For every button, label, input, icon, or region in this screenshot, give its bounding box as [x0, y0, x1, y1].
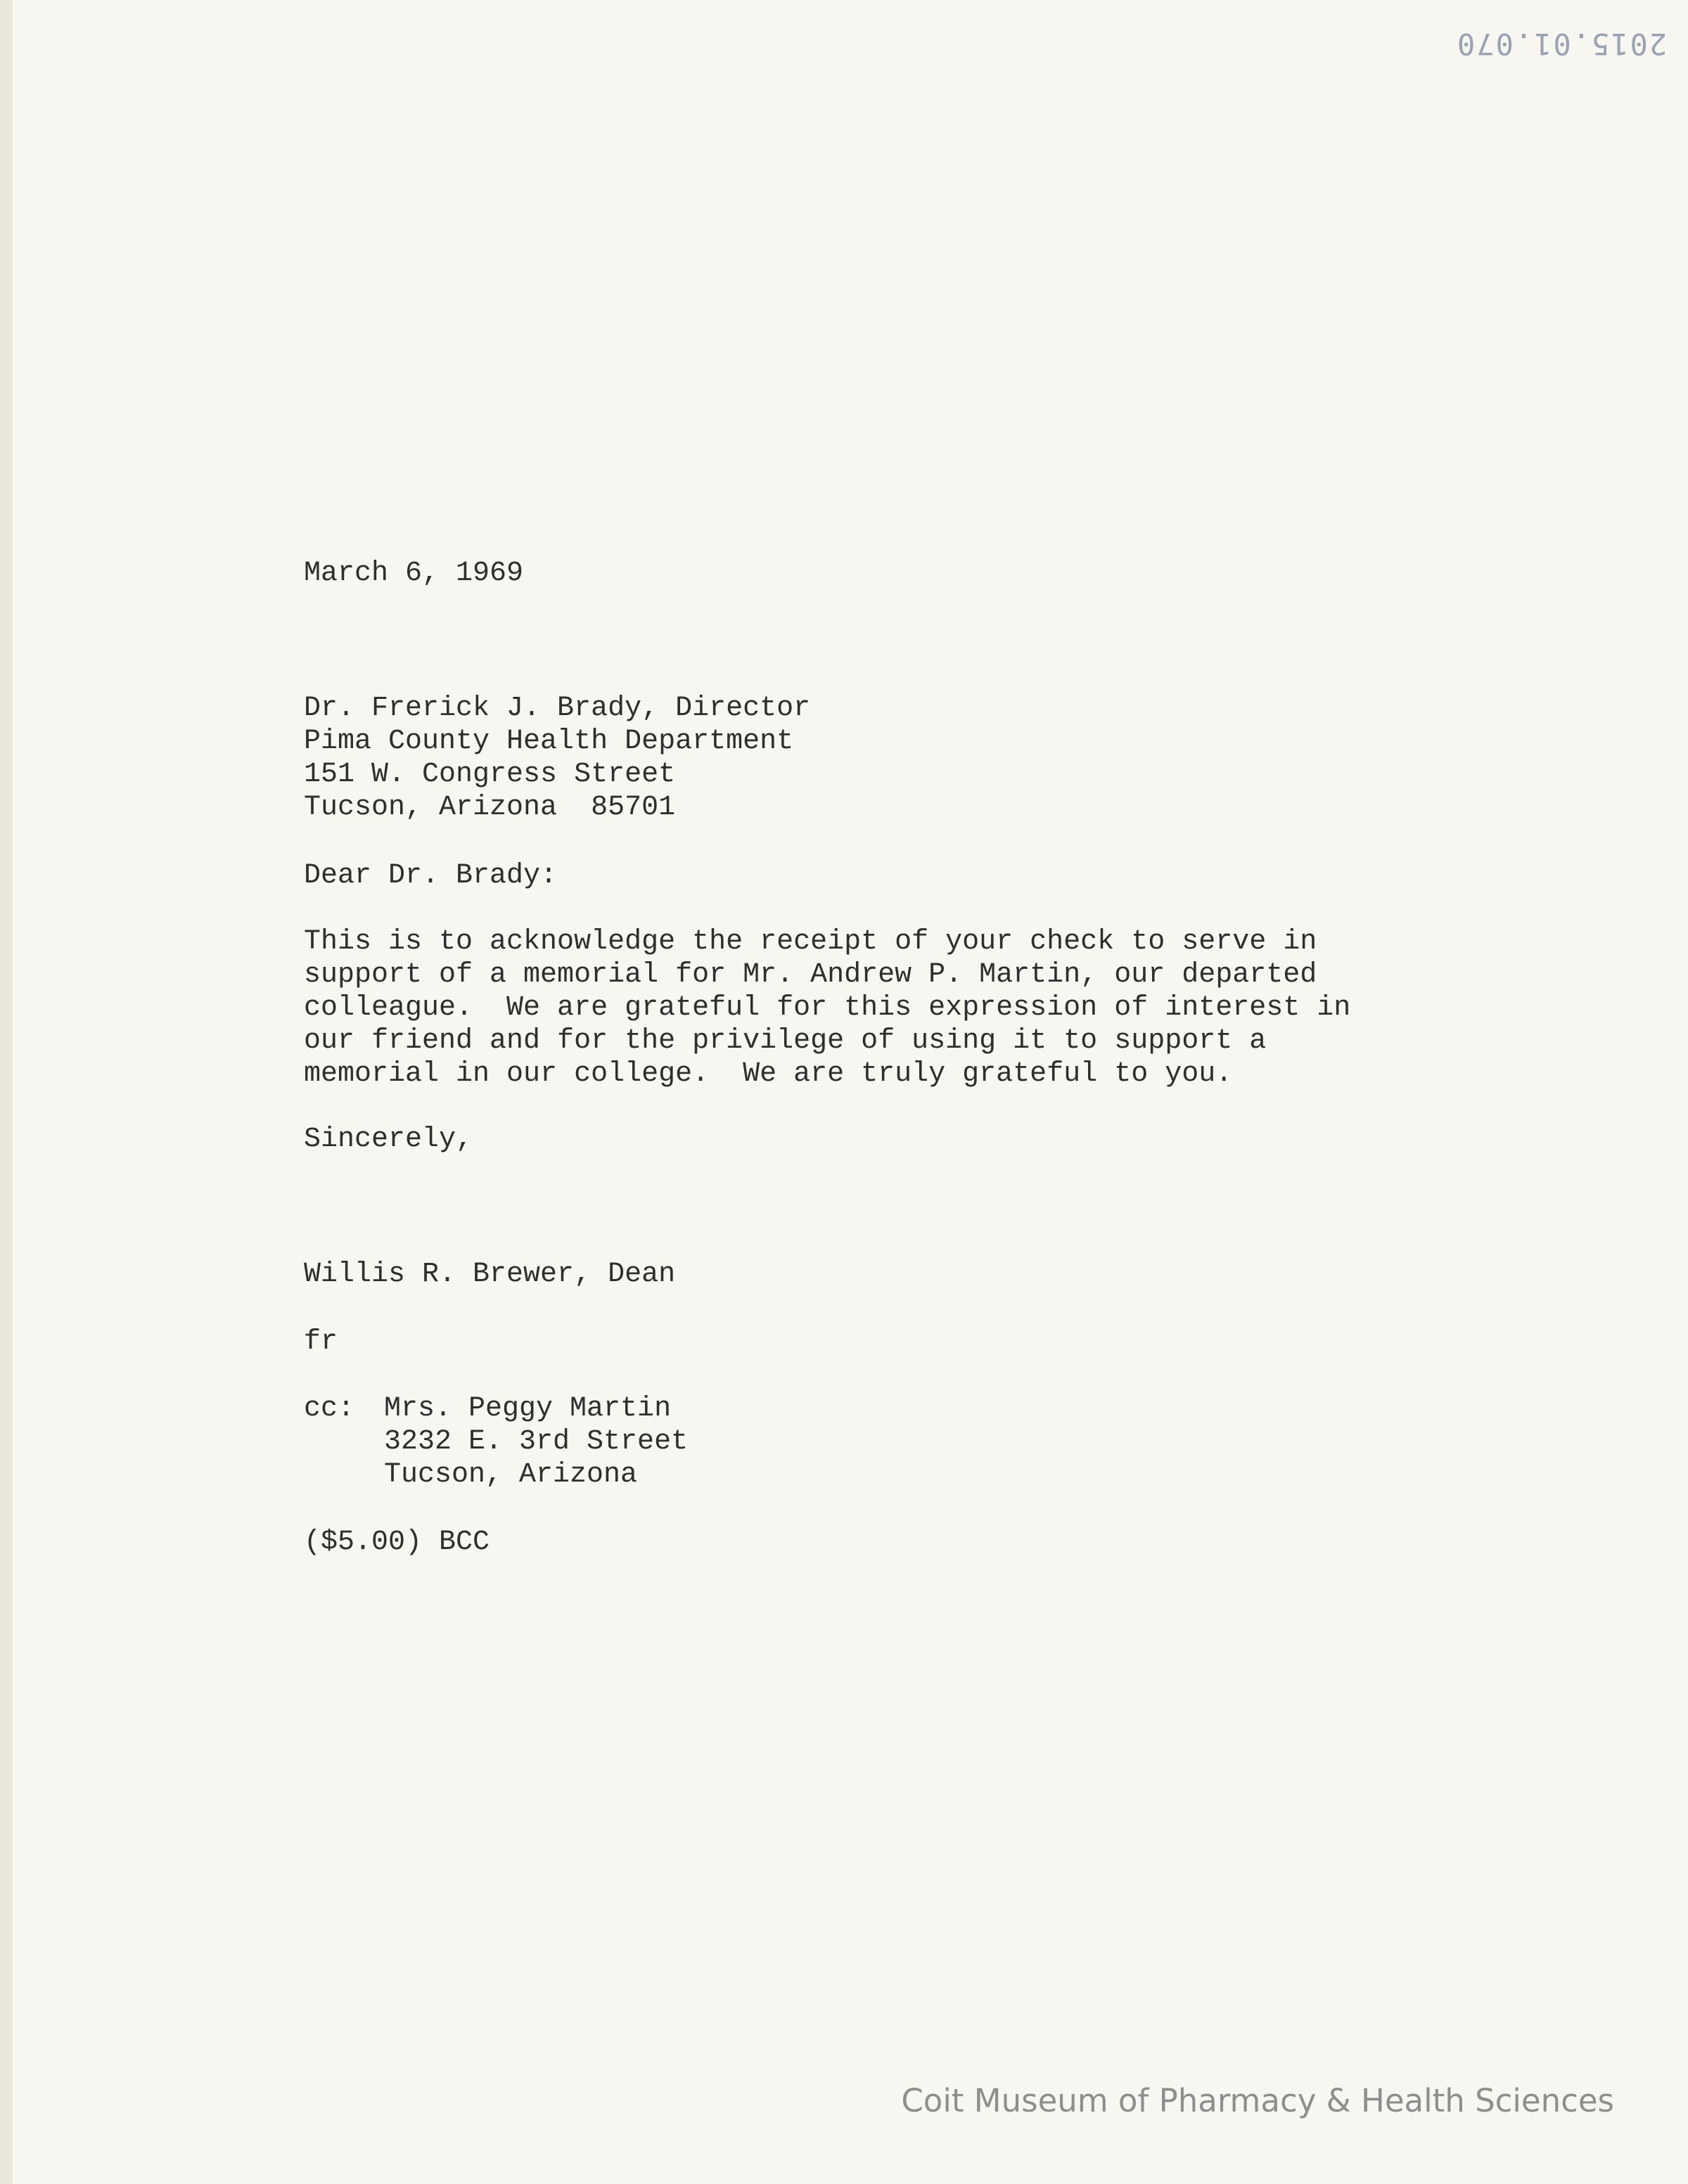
letter-date: March 6, 1969 [304, 558, 524, 589]
cc-block [304, 1392, 688, 1491]
body-line: our friend and for the privilege of using it to support a [304, 1025, 1267, 1057]
address-line: Pima County Health Department [304, 726, 794, 757]
body-line: This is to acknowledge the receipt of your check to serve in [304, 926, 1317, 958]
cc-address [384, 1392, 688, 1491]
address-line: Dr. Frerick J. Brady, Director [304, 693, 811, 724]
body-line: support of a memorial for Mr. Andrew P. Martin, our departed [304, 959, 1317, 991]
recipient-address [304, 692, 810, 824]
body-line: colleague. We are grateful for this expression of interest in [304, 992, 1351, 1024]
cc-label: cc: [304, 1393, 355, 1425]
cc-address-line: Mrs. Peggy Martin [384, 1393, 672, 1425]
signature-line: Willis R. Brewer, Dean [304, 1259, 676, 1290]
body-paragraph [304, 925, 1350, 1091]
accession-number: 2015.01.070 [1455, 27, 1667, 61]
bcc-note: ($5.00) BCC [304, 1527, 490, 1558]
salutation: Dear Dr. Brady: [304, 860, 558, 892]
closing: Sincerely, [304, 1124, 473, 1155]
body-line: memorial in our college. We are truly grateful to you. [304, 1058, 1233, 1090]
cc-address-line: Tucson, Arizona [384, 1459, 638, 1491]
address-line: Tucson, Arizona 85701 [304, 792, 676, 823]
address-line: 151 W. Congress Street [304, 759, 676, 790]
cc-address-line: 3232 E. 3rd Street [384, 1426, 689, 1458]
typist-initials: fr [304, 1326, 338, 1358]
museum-watermark: Coit Museum of Pharmacy & Health Sciences [901, 2082, 1614, 2119]
